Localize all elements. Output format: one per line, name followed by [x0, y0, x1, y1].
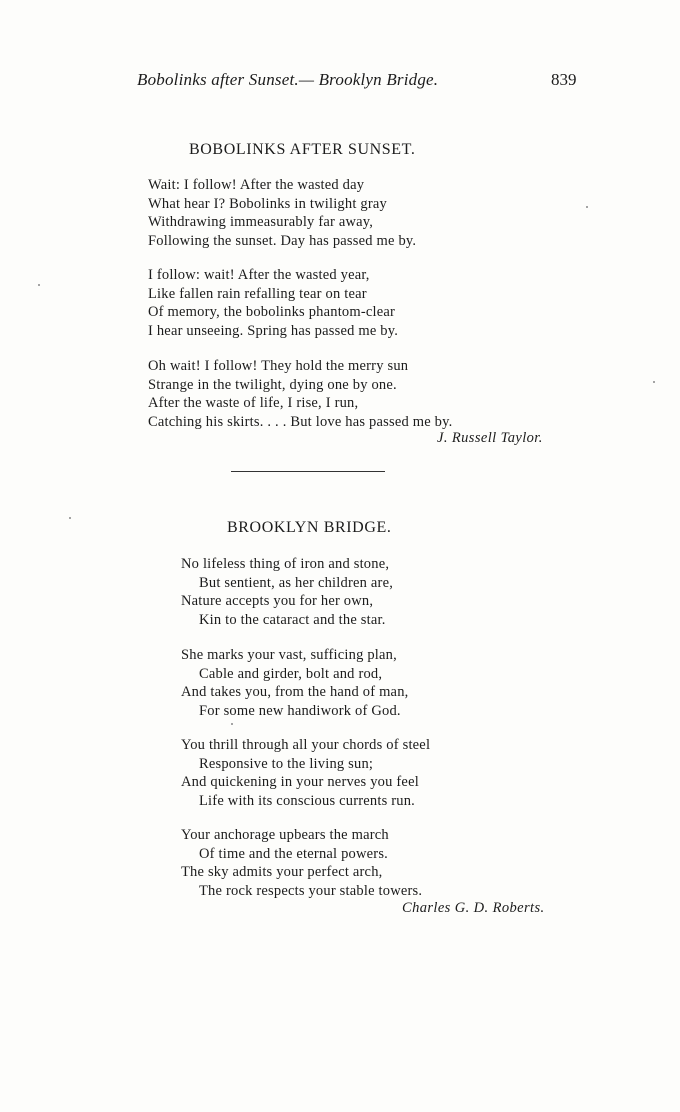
poem-line: No lifeless thing of iron and stone, [181, 556, 390, 572]
poem-line: Kin to the cataract and the star. [199, 611, 386, 628]
poem-line: She marks your vast, sufficing plan, [181, 647, 397, 663]
print-speck [231, 723, 233, 725]
section-divider [231, 471, 385, 472]
poem-line: And takes you, from the hand of man, [181, 684, 409, 700]
page-number: 839 [551, 70, 577, 89]
poem-line: Cable and girder, bolt and rod, [199, 665, 383, 682]
page-header [0, 70, 680, 94]
poem-line: You thrill through all your chords of steel [181, 737, 431, 753]
stanza [181, 826, 422, 900]
stanza [181, 736, 430, 810]
author-credit: J. Russell Taylor. [437, 430, 543, 446]
poem-line: Following the sunset. Day has passed me by. [148, 232, 417, 249]
stanza [181, 555, 393, 629]
print-speck [586, 206, 588, 208]
poem-line: After the waste of life, I rise, I run, [148, 395, 359, 411]
poem-line: Life with its conscious currents run. [199, 792, 415, 809]
poem-line: Of memory, the bobolinks phantom-clear [148, 304, 396, 320]
print-speck [69, 517, 71, 519]
poem-line: The sky admits your perfect arch, [181, 864, 383, 880]
poem-line: Wait: I follow! After the wasted day [148, 177, 365, 193]
poem-line: Your anchorage upbears the march [181, 827, 389, 843]
poem-line: What hear I? Bobolinks in twilight gray [148, 195, 387, 212]
poem-line: Responsive to the living sun; [199, 755, 374, 772]
stanza [148, 357, 452, 431]
poem-title-bobolinks: BOBOLINKS AFTER SUNSET. [189, 141, 416, 158]
poem-title-brooklyn-bridge: BROOKLYN BRIDGE. [227, 519, 392, 536]
poem-line: But sentient, as her children are, [199, 574, 394, 591]
poem-line: Nature accepts you for her own, [181, 593, 374, 609]
poem-line: Strange in the twilight, dying one by one. [148, 376, 397, 393]
author-credit: Charles G. D. Roberts. [402, 900, 545, 916]
poem-line: Like fallen rain refalling tear on tear [148, 285, 367, 302]
stanza [181, 646, 408, 720]
poem-line: Oh wait! I follow! They hold the merry sun [148, 358, 409, 374]
poem-line: And quickening in your nerves you feel [181, 774, 419, 790]
poem-line: I hear unseeing. Spring has passed me by. [148, 322, 399, 339]
poem-line: For some new handiwork of God. [199, 702, 401, 719]
print-speck [653, 381, 655, 383]
poem-line: Catching his skirts. . . . But love has passed me by. [148, 413, 453, 430]
poem-line: Withdrawing immeasurably far away, [148, 214, 374, 230]
print-speck [38, 284, 40, 286]
poem-line: The rock respects your stable towers. [199, 882, 423, 899]
poem-line: I follow: wait! After the wasted year, [148, 267, 370, 283]
stanza [148, 266, 398, 340]
running-title: Bobolinks after Sunset.— Brooklyn Bridge. [137, 70, 439, 89]
poem-line: Of time and the eternal powers. [199, 845, 388, 862]
stanza [148, 176, 416, 250]
